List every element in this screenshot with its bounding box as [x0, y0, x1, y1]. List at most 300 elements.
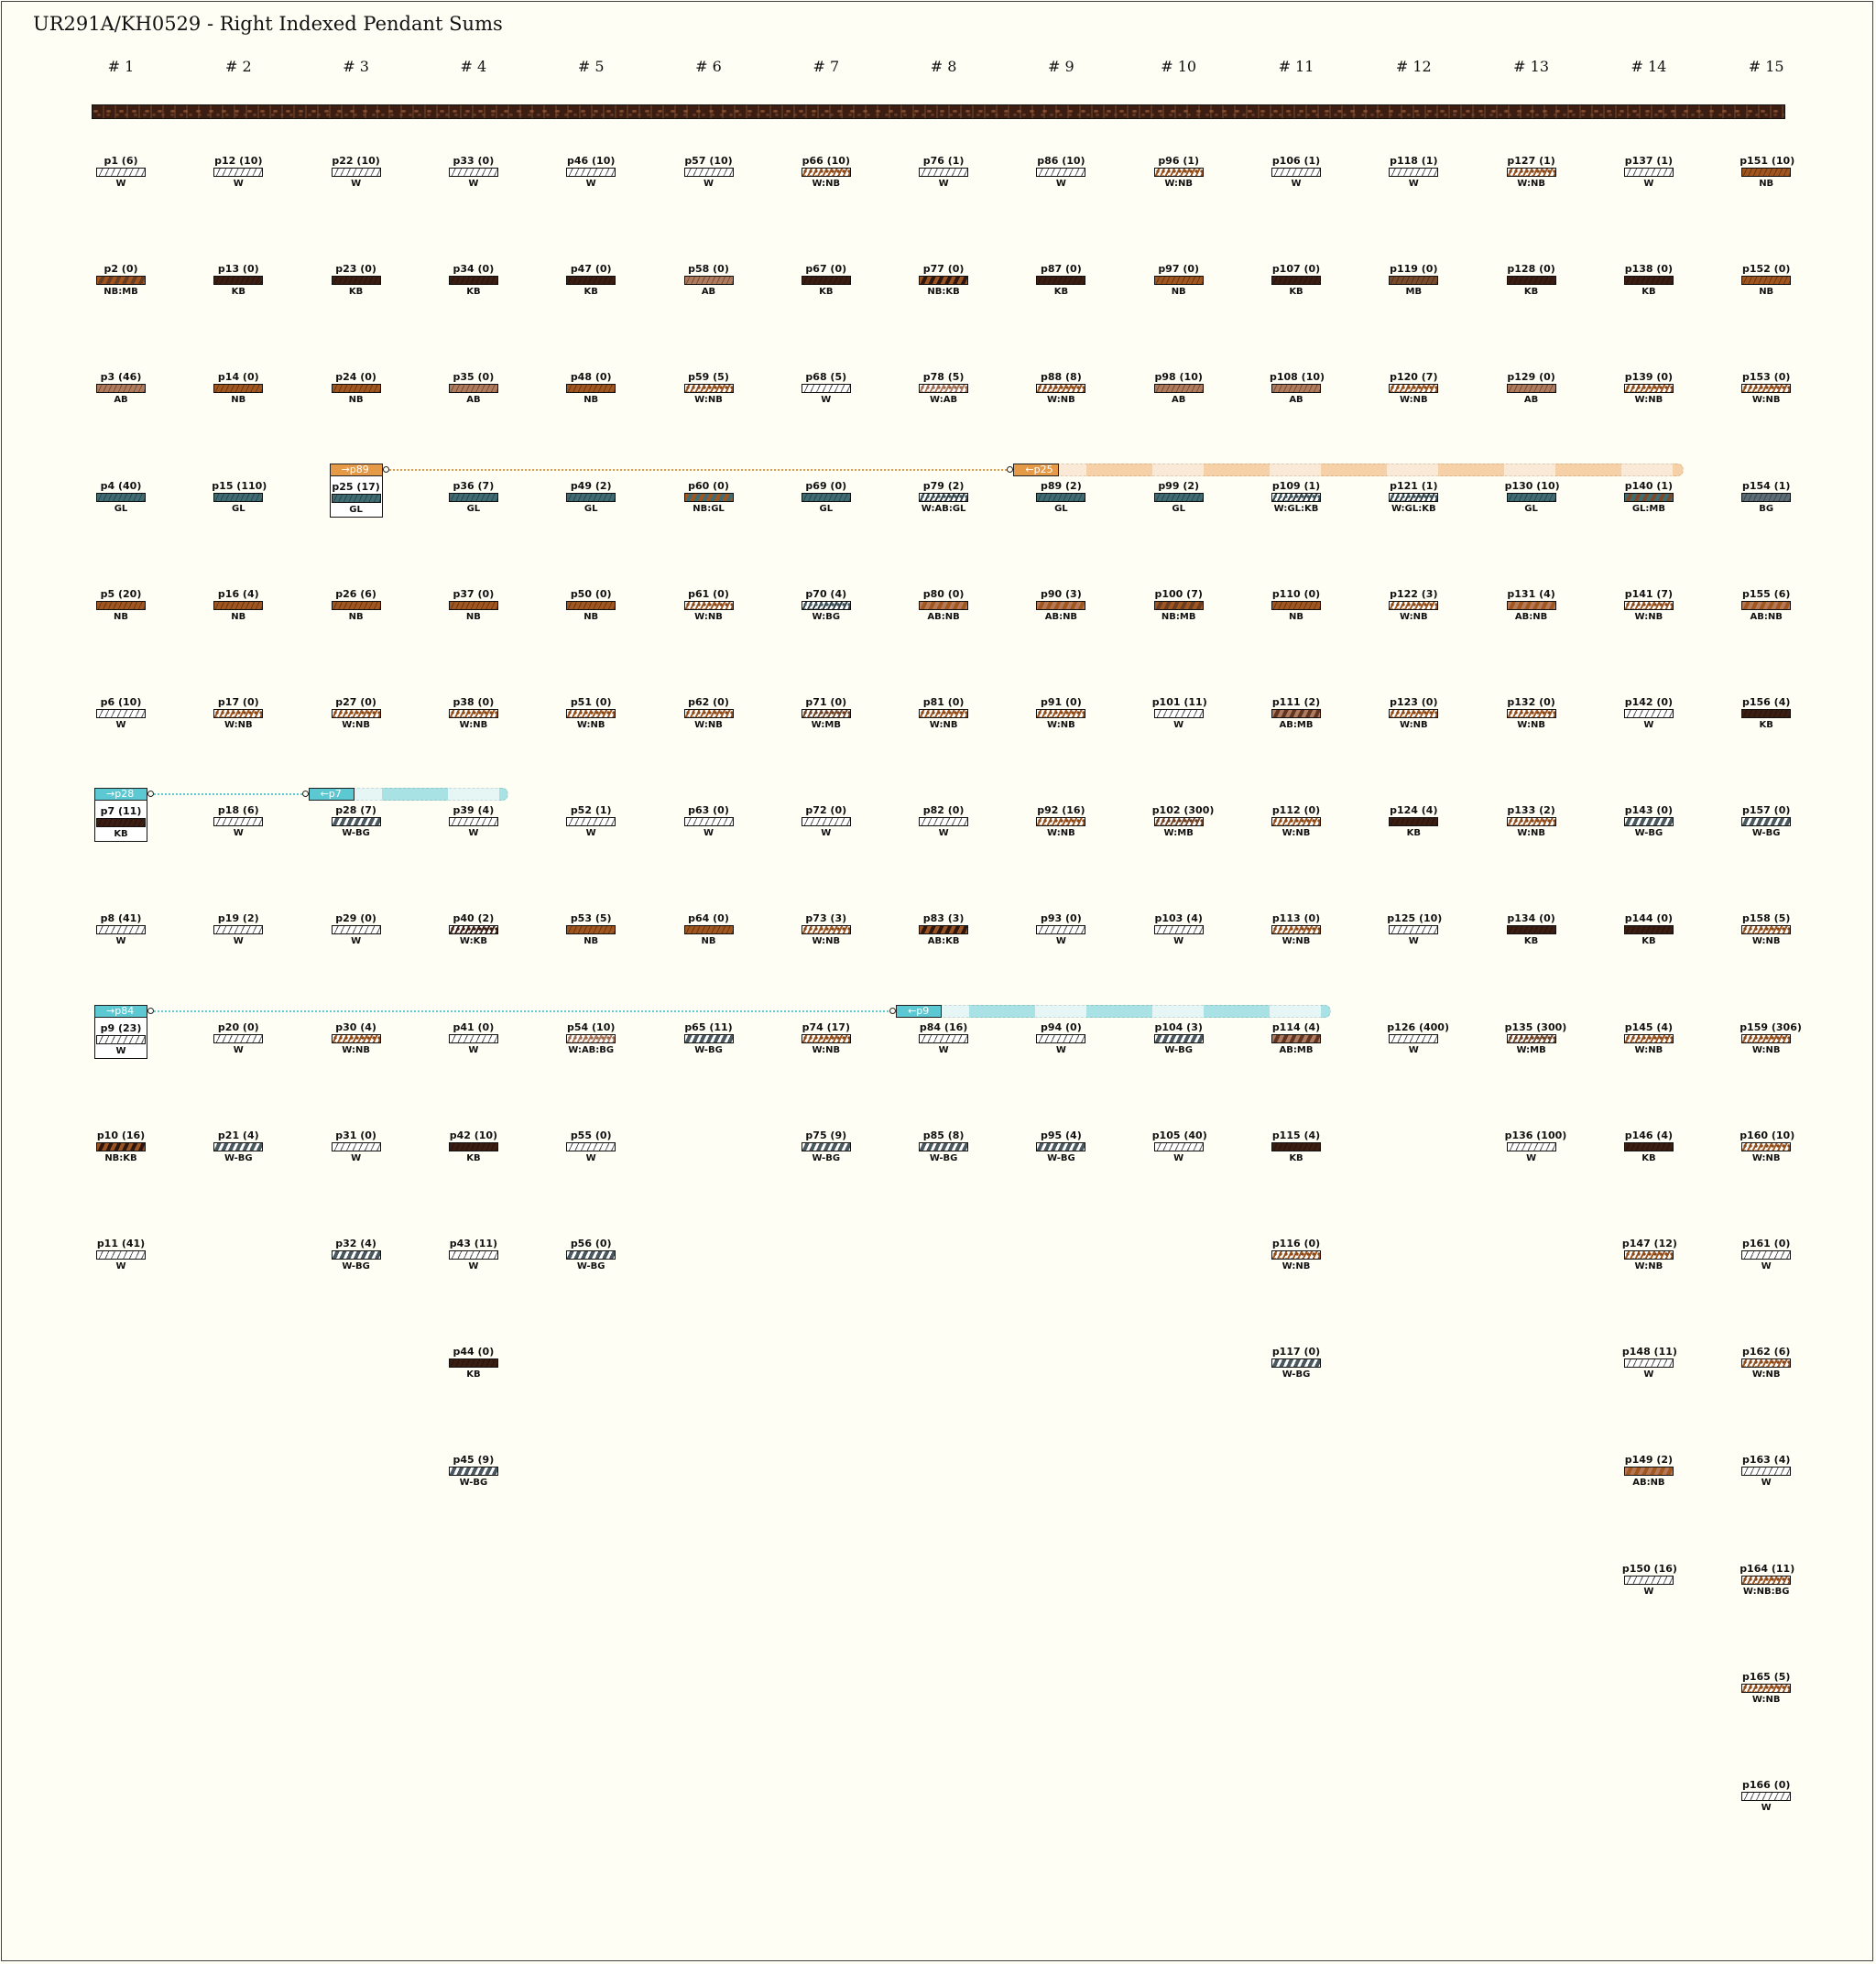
pendant-cord-swatch [1389, 601, 1438, 610]
pendant-cord-swatch [332, 1250, 381, 1260]
pendant-color-code: AB [1289, 395, 1303, 406]
pendant-cord-swatch [566, 276, 616, 285]
link-endpoint-dot [147, 1008, 154, 1014]
pendant-cord-swatch [1271, 709, 1321, 718]
pendant-label: p116 (0) [1271, 1238, 1321, 1249]
pendant-color-code: W:NB [459, 720, 488, 730]
pendant-cord-swatch [1036, 817, 1085, 826]
pendant-color-code: W:NB [1047, 395, 1075, 406]
pendant-cord-swatch [1624, 1467, 1674, 1476]
pendant [564, 1129, 617, 1172]
pendant-label: p119 (0) [1390, 263, 1438, 276]
column-header: # 3 [343, 58, 369, 75]
pendant [1740, 155, 1793, 197]
pendant-label: p60 (0) [688, 479, 729, 492]
pendant-color-code: W [233, 828, 244, 839]
pendant [94, 912, 147, 955]
pendant-label: p162 (6) [1742, 1346, 1791, 1358]
pendant [1504, 1129, 1567, 1172]
pendant-cord-swatch [684, 276, 734, 285]
pendant [682, 912, 736, 955]
pendant-color-code: W [1291, 179, 1302, 189]
pendant [1740, 588, 1793, 630]
pendant [212, 1129, 265, 1172]
pendant-label: p82 (0) [922, 804, 965, 817]
pendant-label: p47 (0) [570, 263, 612, 276]
pendant [447, 371, 500, 413]
link-connector-line [151, 1010, 892, 1012]
pendant [447, 263, 500, 305]
pendant-color-code: AB:NB [1514, 611, 1548, 622]
pendant-color-code: W [938, 1044, 949, 1055]
pendant-label: p124 (4) [1390, 804, 1438, 817]
pendant [1740, 1454, 1793, 1496]
pendant-cord-swatch [449, 601, 498, 610]
pendant-color-code: NB:MB [104, 287, 138, 298]
pendant-color-code: W [703, 828, 714, 839]
pendant-label: p15 (110) [212, 479, 267, 492]
pendant [917, 912, 970, 955]
pendant-color-code: W [585, 1152, 596, 1163]
pendant-cord-swatch [1389, 493, 1438, 502]
pendant [1152, 371, 1205, 413]
pendant-color-code: W-BG [342, 1261, 370, 1271]
pendant-cord-swatch [1271, 276, 1321, 285]
pendant [1622, 371, 1675, 413]
pendant [447, 480, 500, 522]
pendant [1505, 371, 1558, 413]
pendant-color-code: W-BG [1282, 1369, 1311, 1380]
pendant [1387, 155, 1440, 197]
pendant-label: p18 (6) [217, 804, 259, 817]
pendant-color-code: W:NB [1399, 611, 1428, 622]
pendant-label: p92 (16) [1037, 804, 1085, 817]
pendant [212, 696, 265, 738]
pendant-color-code: AB:NB [1632, 1478, 1665, 1489]
pendant-cord-swatch [1507, 1142, 1556, 1151]
pendant [1740, 1346, 1793, 1388]
pendant-cord-swatch [684, 168, 734, 177]
pendant-color-code: NB [348, 395, 364, 406]
pendant [1034, 480, 1087, 522]
pendant-color-code: W:NB [1751, 1044, 1781, 1055]
pendant [1622, 1238, 1675, 1280]
pendant [1270, 912, 1323, 955]
pendant [212, 480, 265, 522]
pendant [1270, 1129, 1323, 1172]
pendant-color-code: W [1173, 720, 1184, 730]
pendant-cord-swatch [1154, 1034, 1204, 1043]
pendant-label: p166 (0) [1742, 1779, 1791, 1791]
pendant-color-code: W [351, 1152, 362, 1163]
pendant-color-code: W-BG [1164, 1044, 1193, 1055]
pendant-cord-swatch [1036, 168, 1085, 177]
pendant-label: p127 (1) [1507, 155, 1555, 167]
pendant-color-code: W [115, 1261, 126, 1271]
pendant-cord-swatch [213, 601, 263, 610]
link-endpoint-dot [1007, 466, 1013, 473]
pendant-label: p39 (4) [453, 804, 495, 817]
pendant [564, 263, 617, 305]
pendant-cord-swatch [1507, 1034, 1556, 1043]
pendant-cord-swatch [684, 1034, 734, 1043]
pendant [564, 155, 617, 197]
pendant-label: p83 (3) [922, 912, 965, 925]
pendant-cord-swatch [1154, 817, 1204, 826]
pendant-color-code: W:NB [1282, 936, 1311, 947]
pendant-label: p138 (0) [1624, 263, 1674, 276]
pendant-color-code: W [351, 179, 362, 189]
pendant-color-code: W [115, 179, 126, 189]
pendant [330, 1129, 383, 1172]
pendant-label: p40 (2) [453, 912, 495, 925]
pendant-color-code: GL [466, 503, 481, 514]
pendant-cord-swatch [919, 817, 968, 826]
pendant-cord-swatch [1741, 709, 1791, 718]
pendant-cord-swatch [1154, 493, 1204, 502]
pendant [94, 480, 147, 522]
pendant-color-code: NB [348, 611, 364, 622]
pendant-cord-swatch [332, 1142, 381, 1151]
pendant-color-code: W-BG [1047, 1152, 1075, 1163]
pendant [682, 588, 736, 630]
pendant-cord-swatch [1624, 817, 1674, 826]
pendant-label: p140 (1) [1624, 479, 1674, 492]
pendant [212, 155, 265, 197]
pendant [1622, 263, 1675, 305]
pendant-cord-swatch [213, 493, 263, 502]
pendant [1622, 480, 1675, 522]
pendant-label: p67 (0) [805, 263, 847, 276]
pendant-label: p3 (46) [100, 371, 142, 384]
pendant-cord-swatch [684, 493, 734, 502]
pendant [330, 912, 383, 955]
pendant-label: p110 (0) [1271, 587, 1321, 600]
pendant-label: p65 (11) [684, 1020, 733, 1033]
pendant-label: p41 (0) [453, 1020, 495, 1033]
pendant [1387, 480, 1440, 522]
pendant-label: p129 (0) [1507, 371, 1555, 384]
link-target-tag: ←p9 [896, 1005, 942, 1018]
pendant-color-code: W [468, 1044, 479, 1055]
pendant-cord-swatch [566, 384, 616, 393]
pendant-cord-swatch [332, 601, 381, 610]
pendant-label: p80 (0) [922, 587, 965, 600]
pendant-label: p87 (0) [1041, 263, 1082, 276]
pendant [447, 1238, 500, 1280]
pendant-label: p21 (4) [217, 1129, 259, 1141]
pendant [1622, 804, 1675, 846]
pendant [1740, 912, 1793, 955]
pendant [800, 155, 853, 197]
pendant-color-code: KB [1289, 287, 1303, 298]
pendant-label: p7 (11) [100, 805, 142, 818]
pendant-cord-swatch [332, 709, 381, 718]
pendant [330, 1021, 383, 1064]
pendant-cord-swatch [1389, 276, 1438, 285]
pendant-color-code: W:NB [1634, 611, 1663, 622]
pendant-color-code: W [468, 828, 479, 839]
pendant-color-code: AB:NB [1750, 611, 1783, 622]
pendant-label: p118 (1) [1390, 155, 1438, 167]
pendant-label: p139 (0) [1624, 371, 1674, 384]
pendant [1270, 371, 1323, 413]
pendant-cord-swatch [802, 384, 851, 393]
link-target-tag: ←p25 [1013, 464, 1059, 476]
pendant-cord-swatch [1741, 925, 1791, 934]
pendant-label: p114 (4) [1271, 1020, 1321, 1033]
pendant [330, 588, 383, 630]
pendant-color-code: W [1408, 179, 1419, 189]
pendant-cord-swatch [1624, 384, 1674, 393]
pendant [447, 1454, 500, 1496]
pendant-label: p106 (1) [1271, 155, 1321, 167]
pendant-color-code: W:NB [929, 720, 958, 730]
pendant-cord-swatch [213, 925, 263, 934]
pendant-cord-swatch [684, 601, 734, 610]
pendant-label: p117 (0) [1271, 1346, 1321, 1358]
pendant-color-code: W:GL:KB [1273, 503, 1319, 514]
pendant-label: p146 (4) [1624, 1129, 1674, 1141]
pendant-color-code: GL [232, 503, 245, 514]
pendant-color-code: W:NB [1517, 828, 1545, 839]
pendant [212, 263, 265, 305]
pendant [447, 155, 500, 197]
pendant-cord-swatch [566, 493, 616, 502]
pendant-cord-swatch [96, 1250, 146, 1260]
pendant-color-code: AB [114, 395, 128, 406]
pendant [1152, 912, 1205, 955]
pendant-cord-swatch [1154, 384, 1204, 393]
pendant-cord-swatch [332, 494, 381, 503]
pendant-color-code: W-BG [576, 1261, 605, 1271]
pendant [800, 371, 853, 413]
pendant-color-code: GL [349, 504, 363, 515]
pendant-color-code: KB [1289, 1152, 1303, 1163]
pendant-label: p14 (0) [217, 371, 259, 384]
pendant-cord-swatch [449, 925, 498, 934]
pendant-color-code: KB [466, 287, 481, 298]
link-range-band [330, 788, 509, 801]
pendant-cord-swatch [1271, 1358, 1321, 1368]
pendant-label: p131 (4) [1507, 587, 1555, 600]
pendant-color-code: GL [584, 503, 598, 514]
pendant-label: p26 (6) [335, 587, 376, 600]
pendant-label: p97 (0) [1158, 263, 1200, 276]
pendant-label: p35 (0) [453, 371, 495, 384]
pendant-cord-swatch [449, 1034, 498, 1043]
pendant-label: p147 (12) [1621, 1238, 1677, 1249]
pendant-label: p135 (300) [1504, 1020, 1567, 1033]
pendant-label: p115 (4) [1271, 1129, 1321, 1141]
pendant-label: p91 (0) [1041, 696, 1082, 708]
pendant-cord-swatch [213, 709, 263, 718]
pendant-cord-swatch [1624, 1034, 1674, 1043]
column-header: # 10 [1161, 58, 1197, 75]
pendant-cord-swatch [566, 168, 616, 177]
pendant-color-code: AB [701, 287, 716, 298]
pendant-cord-swatch [96, 384, 146, 393]
pendant-label: p71 (0) [805, 696, 847, 708]
pendant-color-code: NB [584, 611, 599, 622]
pendant-cord-swatch [449, 493, 498, 502]
pendant-cord-swatch [1624, 168, 1674, 177]
pendant-label: p49 (2) [570, 479, 612, 492]
pendant-color-code: W:GL:KB [1391, 503, 1436, 514]
pendant-cord-swatch [1507, 817, 1556, 826]
pendant-color-code: W:NB [224, 720, 253, 730]
pendant-cord-swatch [449, 817, 498, 826]
pendant-cord-swatch [1507, 493, 1556, 502]
pendant [800, 912, 853, 955]
pendant [212, 371, 265, 413]
pendant-cord-swatch [1389, 925, 1438, 934]
pendant [1740, 1238, 1793, 1280]
link-range-band [1034, 464, 1684, 476]
pendant-color-code: NB [1289, 611, 1303, 622]
pendant-label: p64 (0) [688, 912, 729, 925]
pendant-cord-swatch [1154, 925, 1204, 934]
pendant [212, 912, 265, 955]
pendant-cord-swatch [1036, 493, 1085, 502]
pendant-cord-swatch [802, 276, 851, 285]
pendant [1387, 371, 1440, 413]
pendant-color-code: NB [465, 611, 481, 622]
pendant-label: p164 (11) [1740, 1562, 1795, 1575]
pendant-color-code: KB [348, 287, 364, 298]
pendant-color-code: W [351, 936, 362, 947]
pendant-label: p109 (1) [1271, 479, 1321, 492]
pendant-label: p90 (3) [1041, 587, 1082, 600]
pendant-color-code: W:NB [694, 611, 723, 622]
pendant [917, 1129, 970, 1172]
pendant [94, 1129, 147, 1172]
pendant [682, 155, 736, 197]
pendant-label: p45 (9) [453, 1454, 495, 1467]
pendant-cord-swatch [1624, 1358, 1674, 1368]
pendant [330, 696, 383, 738]
pendant-color-code: KB [1406, 828, 1421, 839]
pendant-color-code: W:NB [1517, 720, 1545, 730]
pendant-color-code: GL [1172, 503, 1185, 514]
pendant-cord-swatch [684, 817, 734, 826]
pendant-color-code: KB [466, 1152, 481, 1163]
pendant-cord-swatch [919, 1142, 968, 1151]
pendant-label: p152 (0) [1742, 263, 1791, 276]
pendant-color-code: NB [231, 611, 246, 622]
pendant-label: p55 (0) [570, 1129, 612, 1141]
pendant [917, 155, 970, 197]
pendant [94, 696, 147, 738]
pendant-cord-swatch [1741, 1034, 1791, 1043]
pendant-color-code: W:NB [1634, 395, 1663, 406]
pendant [1505, 804, 1558, 846]
pendant-cord-swatch [96, 818, 146, 827]
pendant [1505, 480, 1558, 522]
pendant [564, 912, 617, 955]
pendant-label: p19 (2) [217, 912, 259, 925]
pendant-color-code: W:NB [812, 179, 841, 189]
pendant-cord-swatch [1036, 601, 1085, 610]
pendant-label: p34 (0) [453, 263, 495, 276]
pendant-cord-swatch [802, 1034, 851, 1043]
pendant-color-code: W:NB [694, 720, 723, 730]
pendant-cord-swatch [1507, 276, 1556, 285]
pendant-color-code: GL [114, 503, 128, 514]
pendant-color-code: W [1408, 936, 1419, 947]
pendant-label: p123 (0) [1390, 696, 1438, 708]
pendant-cord-swatch [213, 1034, 263, 1043]
pendant-label: p74 (17) [802, 1020, 850, 1033]
link-connector-line [151, 793, 305, 795]
column-header: # 12 [1395, 58, 1432, 75]
pendant-cord-swatch [1624, 276, 1674, 285]
pendant-color-code: W [1761, 1261, 1772, 1271]
pendant-cord-swatch [96, 1142, 146, 1151]
pendant [1034, 588, 1087, 630]
pendant-color-code: W [1055, 1044, 1066, 1055]
pendant-label: p98 (10) [1154, 371, 1203, 384]
pendant [447, 1129, 500, 1172]
pendant-cord-swatch [919, 168, 968, 177]
pendant-color-code: W:NB [1047, 828, 1075, 839]
pendant-label: p9 (23) [100, 1021, 142, 1034]
pendant [1505, 155, 1558, 197]
pendant-label: p66 (10) [802, 155, 850, 167]
pendant-cord-swatch [802, 1142, 851, 1151]
pendant-cord-swatch [802, 817, 851, 826]
pendant-label: p56 (0) [570, 1238, 612, 1249]
pendant-color-code: KB [231, 287, 245, 298]
pendant-color-code: W-BG [929, 1152, 958, 1163]
pendant-cord-swatch [1271, 1142, 1321, 1151]
pendant-color-code: W-BG [1634, 828, 1663, 839]
pendant [1270, 480, 1323, 522]
pendant-label: p122 (3) [1390, 587, 1438, 600]
pendant [1270, 1238, 1323, 1280]
pendant-color-code: W:MB [1163, 828, 1194, 839]
pendant-color-code: W [938, 828, 949, 839]
pendant-color-code: W [468, 179, 479, 189]
pendant [330, 804, 383, 846]
pendant-color-code: BG [1759, 503, 1774, 514]
pendant-label: p63 (0) [688, 804, 729, 817]
pendant [1740, 1779, 1793, 1821]
pendant-color-code: W:NB [1517, 179, 1545, 189]
pendant-label: p102 (300) [1151, 804, 1215, 817]
pendant-label: p112 (0) [1271, 804, 1321, 817]
pendant-label: p72 (0) [805, 804, 847, 817]
pendant-color-code: W:KB [459, 936, 487, 947]
pendant-cord-swatch [566, 1250, 616, 1260]
pendant [1505, 588, 1558, 630]
pendant-label: p160 (10) [1740, 1129, 1795, 1141]
column-header: # 13 [1513, 58, 1550, 75]
column-header: # 7 [813, 58, 840, 75]
pendant [212, 1021, 265, 1064]
pendant-cord-swatch [96, 493, 146, 502]
pendant-cord-swatch [1389, 817, 1438, 826]
pendant-label: p136 (100) [1504, 1129, 1567, 1141]
pendant-cord-swatch [1036, 1034, 1085, 1043]
pendant-label: p158 (5) [1742, 912, 1791, 925]
pendant-label: p5 (20) [100, 587, 142, 600]
pendant [1270, 588, 1323, 630]
pendant-label: p100 (7) [1154, 587, 1203, 600]
pendant-cord-swatch [96, 168, 146, 177]
pendant [1152, 263, 1205, 305]
pendant-cord-swatch [96, 601, 146, 610]
